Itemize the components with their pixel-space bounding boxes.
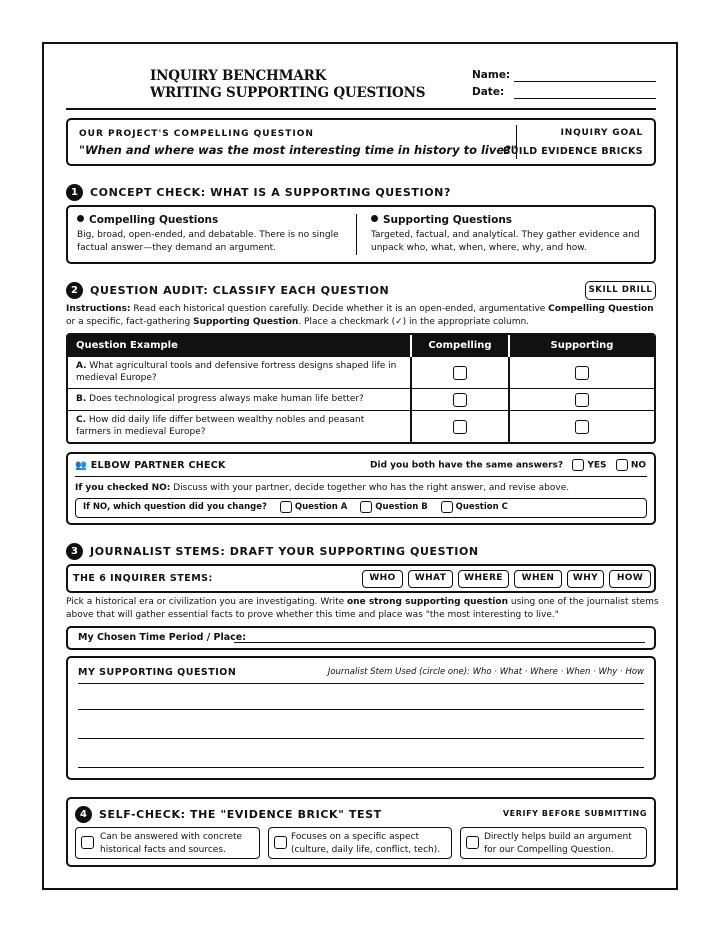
question-c	[68, 410, 411, 442]
checkbox-c-compelling[interactable]	[453, 420, 467, 434]
col-supporting: Supporting	[509, 335, 654, 356]
question-c-option: Question C	[455, 502, 508, 512]
title-line-1: INQUIRY BENCHMARK	[150, 68, 327, 84]
stem-why: WHY	[567, 570, 604, 588]
cell-c-supporting	[509, 410, 654, 442]
question-a-checkbox[interactable]	[280, 501, 292, 513]
check-card-1	[75, 827, 260, 859]
cell-c-compelling	[411, 410, 509, 442]
bullet-icon	[77, 215, 84, 222]
date-label: Date:	[472, 86, 505, 98]
check-1-checkbox[interactable]	[81, 836, 94, 849]
section-1-number: 1	[66, 184, 83, 201]
concept-box	[66, 205, 656, 264]
name-line[interactable]	[514, 81, 656, 82]
instructions-text-2: or a specific, fact-gathering	[66, 316, 194, 327]
compelling-heading	[77, 214, 347, 226]
partner-icon: 👥	[75, 460, 88, 471]
section-4-title: SELF-CHECK: THE "EVIDENCE BRICK" TEST	[99, 808, 382, 821]
table-row	[68, 356, 654, 388]
question-b-option: Question B	[375, 502, 428, 512]
section-3-title: JOURNALIST STEMS: DRAFT YOUR SUPPORTING QUESTION	[90, 545, 479, 558]
no-label: NO	[630, 460, 646, 471]
question-a-option: Question A	[294, 502, 348, 512]
skill-drill-badge: SKILL DRILL	[585, 281, 656, 300]
checkbox-b-compelling[interactable]	[453, 393, 467, 407]
stems-box	[66, 564, 656, 593]
supporting-text: Targeted, factual, and analytical. They gather evidence and unpack who, what, when, where, why, and how.	[371, 230, 640, 253]
section-2-title: QUESTION AUDIT: CLASSIFY EACH QUESTION	[90, 284, 390, 297]
section-3-number: 3	[66, 543, 83, 560]
stems-instructions	[66, 596, 660, 621]
same-answers-text: Did you both have the same answers?	[370, 460, 564, 471]
question-text: What agricultural tools and defensive fortress designs shaped life in medieval Europe?	[76, 360, 397, 383]
compelling-text: Big, broad, open-ended, and debatable. There is no single factual answer—they demand an argument.	[77, 230, 339, 253]
question-letter: B.	[76, 393, 87, 404]
partner-note-label: If you checked NO:	[75, 483, 171, 493]
check-3-text: Directly helps build an argument for our Compelling Question.	[484, 832, 632, 855]
check-card-2	[268, 827, 452, 859]
supporting-heading	[371, 214, 646, 226]
section-1-title: CONCEPT CHECK: WHAT IS A SUPPORTING QUESTION?	[90, 186, 451, 199]
question-text: Does technological progress always make human life better?	[86, 393, 364, 404]
col-compelling: Compelling	[411, 335, 509, 356]
checkbox-a-compelling[interactable]	[453, 366, 467, 380]
compelling-question-text: "When and where was the most interesting time in history to live?"	[79, 143, 517, 157]
checkbox-b-supporting[interactable]	[575, 393, 589, 407]
section-2-number: 2	[66, 282, 83, 299]
goal-value: BUILD EVIDENCE BRICKS	[503, 146, 643, 157]
stem-what: WHAT	[408, 570, 453, 588]
concept-divider	[356, 214, 357, 255]
table-row	[68, 410, 654, 442]
stem-who: WHO	[362, 570, 403, 588]
question-b-checkbox[interactable]	[360, 501, 372, 513]
partner-heading	[75, 460, 226, 471]
stems-label: THE 6 INQUIRER STEMS:	[73, 573, 213, 584]
check-1-text: Can be answered with concrete historical facts and sources.	[100, 832, 243, 855]
no-checkbox[interactable]	[616, 459, 628, 471]
checkbox-a-supporting[interactable]	[575, 366, 589, 380]
question-c-checkbox[interactable]	[441, 501, 453, 513]
same-answers-question	[370, 459, 646, 471]
cell-b-compelling	[411, 388, 509, 410]
stems-instructions-text-1: Pick a historical era or civilization you are investigating. Write	[66, 597, 347, 607]
writing-line[interactable]	[78, 683, 644, 684]
audit-instructions	[66, 303, 660, 328]
table-row	[68, 388, 654, 410]
yes-label: YES	[587, 460, 607, 471]
audit-header-row	[68, 335, 654, 356]
worksheet-title	[150, 68, 425, 102]
check-2-checkbox[interactable]	[274, 836, 287, 849]
worksheet-page	[42, 42, 678, 890]
cell-a-supporting	[509, 356, 654, 388]
instructions-bold-1: Compelling Question	[548, 304, 654, 314]
cell-a-compelling	[411, 356, 509, 388]
partner-check-box	[66, 452, 656, 525]
check-2-text: Focuses on a specific aspect (culture, daily life, conflict, tech).	[291, 832, 441, 855]
instructions-bold-2: Supporting Question	[193, 316, 299, 327]
instructions-text-3: . Place a checkmark (✓) in the appropriate column.	[298, 316, 530, 327]
partner-note-text: Discuss with your partner, decide together who has the right answer, and revise above.	[170, 483, 570, 493]
question-letter: A.	[76, 360, 87, 371]
question-b	[68, 388, 411, 410]
title-line-2: WRITING SUPPORTING QUESTIONS	[150, 85, 426, 101]
project-box	[66, 118, 656, 166]
stems-instructions-text-2: using one of the journalist stems above that will gather essential facts to prove whether this time and place was "the most interesting to live."	[66, 597, 659, 620]
time-period-label: My Chosen Time Period / Place:	[78, 632, 247, 643]
supporting-question-label: MY SUPPORTING QUESTION	[78, 667, 237, 678]
supporting-title: Supporting Questions	[383, 214, 513, 226]
writing-line[interactable]	[78, 709, 644, 710]
goal-label: INQUIRY GOAL	[560, 128, 643, 138]
time-period-box	[66, 626, 656, 650]
check-3-checkbox[interactable]	[466, 836, 479, 849]
change-question-row	[75, 498, 647, 518]
audit-table-grid	[68, 335, 654, 442]
writing-line[interactable]	[78, 767, 644, 768]
yes-checkbox[interactable]	[572, 459, 584, 471]
partner-title: ELBOW PARTNER CHECK	[90, 460, 226, 471]
time-period-line[interactable]	[234, 642, 645, 643]
stem-how: HOW	[609, 570, 651, 588]
date-line[interactable]	[514, 98, 656, 99]
supporting-definition	[371, 214, 646, 254]
partner-note	[75, 482, 569, 495]
instructions-text-1: Read each historical question carefully. Decide whether it is an open-ended, argumentative	[130, 304, 549, 314]
header-divider	[66, 108, 656, 110]
question-text: How did daily life differ between wealthy nobles and peasant farmers in medieval Europe?	[76, 414, 365, 438]
question-a	[68, 356, 411, 388]
stem-when: WHEN	[514, 570, 562, 588]
stems-instructions-bold: one strong supporting question	[347, 597, 509, 607]
self-check-box	[66, 797, 656, 867]
check-card-3	[460, 827, 647, 859]
question-letter: C.	[76, 414, 87, 425]
project-label: OUR PROJECT'S COMPELLING QUESTION	[79, 129, 314, 139]
partner-divider	[75, 476, 647, 477]
compelling-definition	[77, 214, 347, 254]
audit-table	[66, 333, 656, 444]
change-question-label: If NO, which question did you change?	[83, 502, 267, 512]
compelling-title: Compelling Questions	[89, 214, 219, 226]
name-label: Name:	[472, 69, 511, 81]
stem-where: WHERE	[458, 570, 509, 588]
verify-badge: VERIFY BEFORE SUBMITTING	[502, 809, 647, 818]
cell-b-supporting	[509, 388, 654, 410]
checkbox-c-supporting[interactable]	[575, 420, 589, 434]
supporting-question-box	[66, 656, 656, 780]
writing-line[interactable]	[78, 738, 644, 739]
stem-used-prompt: Journalist Stem Used (circle one): Who · What · Where · When · Why · How	[327, 667, 644, 677]
section-4-number: 4	[75, 806, 92, 823]
bullet-icon	[371, 215, 378, 222]
col-question-example: Question Example	[76, 339, 178, 351]
instructions-label: Instructions:	[66, 304, 131, 314]
